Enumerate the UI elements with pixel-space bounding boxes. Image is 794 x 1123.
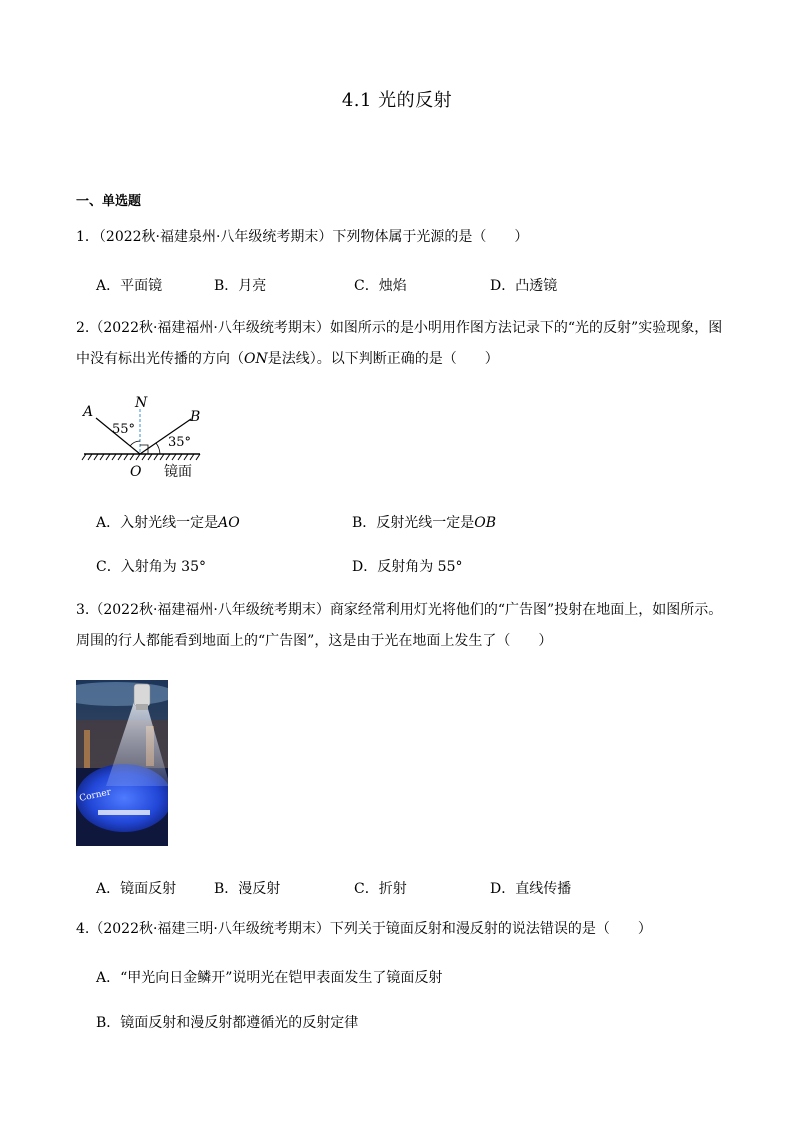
label-n: N (135, 395, 148, 411)
q1-option-a: A．平面镜 (96, 278, 163, 294)
label-o: O (130, 464, 142, 480)
label-b: B (190, 409, 201, 425)
q3-option-a: A．镜面反射 (96, 881, 177, 897)
q2-option-c: C．入射角为 35° (96, 559, 206, 575)
q2-option-b-text: B．反射光线一定是 (352, 515, 475, 531)
q3-option-b: B．漫反射 (214, 881, 281, 897)
question-2-stem-line2 (76, 344, 726, 375)
q1-option-d: D．凸透镜 (490, 278, 558, 294)
question-1-stem: 1．（2022秋·福建泉州·八年级统考期末）下列物体属于光源的是（ ） (76, 229, 529, 245)
section-heading: 一、单选题 (76, 194, 142, 209)
label-a: A (83, 404, 94, 420)
photo-illustration (76, 680, 168, 846)
mirror-label: 镜面 (164, 464, 192, 480)
q2-stem-text-pre: 中没有标出光传播的方向（ (76, 351, 244, 367)
q4-option-b: B．镜面反射和漫反射都遵循光的反射定律 (96, 1015, 359, 1031)
q2-option-a (96, 512, 240, 532)
angle-55-label: 55° (112, 422, 136, 437)
q3-option-c: C．折射 (354, 881, 407, 897)
question-4-stem: 4.（2022秋·福建三明·八年级统考期末）下列关于镜面反射和漫反射的说法错误的是（ ） (76, 921, 652, 937)
q2-stem-text-post: 是法线）。以下判断正确的是（ ） (267, 351, 499, 367)
photo-projected-text: Corner (78, 787, 112, 804)
q3-option-d: D．直线传播 (490, 881, 572, 897)
q2-option-a-var: AO (218, 515, 240, 531)
q2-option-a-text: A．入射光线一定是 (96, 515, 219, 531)
q2-option-b (352, 512, 496, 532)
question-2-stem-line1: 2.（2022秋·福建福州·八年级统考期末）如图所示的是小明用作图方法记录下的“光的反射”实验现象，图 (76, 320, 723, 336)
angle-35-label: 35° (168, 435, 192, 450)
question-3-stem-line2: 周围的行人都能看到地面上的“广告图”，这是由于光在地面上发生了（ ） (76, 633, 553, 649)
q4-option-a: A．“甲光向日金鳞开”说明光在铠甲表面发生了镜面反射 (96, 970, 443, 986)
q2-normal-label: ON (244, 351, 268, 367)
q1-option-c: C．烛焰 (354, 278, 407, 294)
question-3-stem-line1: 3.（2022秋·福建福州·八年级统考期末）商家经常利用灯光将他们的“广告图”投射在地面上，如图所示。 (76, 602, 723, 618)
q2-option-b-var: OB (474, 515, 497, 531)
advertising-projection-photo (76, 680, 168, 846)
reflection-diagram (78, 394, 208, 484)
page-title: 4.1 光的反射 (341, 90, 453, 111)
q1-option-b: B．月亮 (214, 278, 267, 294)
q2-option-d: D．反射角为 55° (352, 559, 463, 575)
